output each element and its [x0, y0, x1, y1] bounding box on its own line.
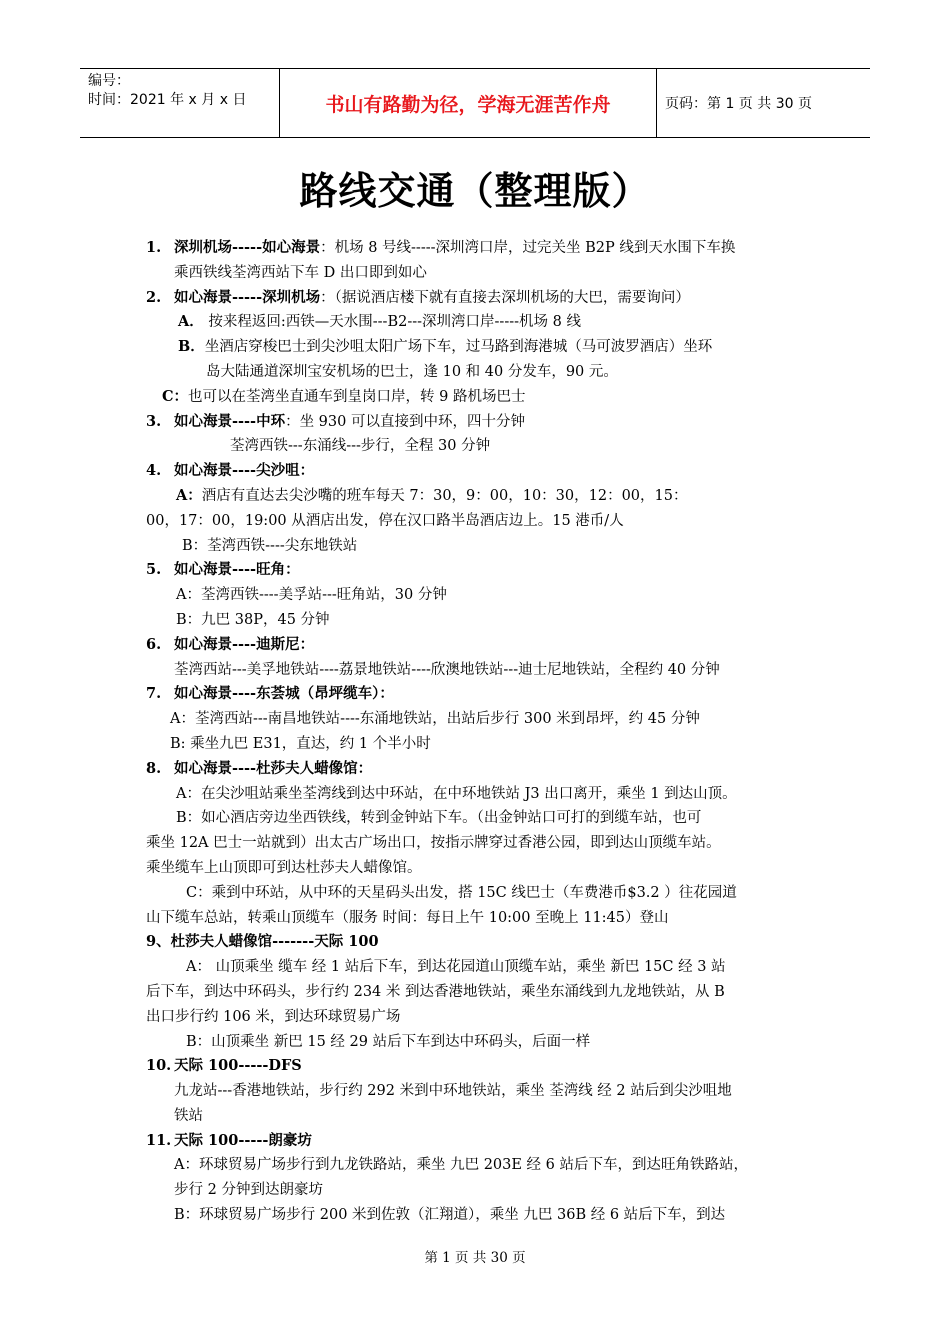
item-3-heading: 如心海景----中环	[174, 412, 286, 430]
item-5-option-b: B：九巴 38P，45 分钟	[176, 611, 330, 628]
item-6-line-1: 6. 如心海景----迪斯尼：	[146, 635, 315, 653]
item-11-option-a-cont: 步行 2 分钟到达朗豪坊	[174, 1182, 323, 1199]
item-4-line-1: 4. 如心海景----尖沙咀：	[146, 462, 315, 480]
item-9-option-a-cont-1: 后下车，到达中环码头，步行约 234 米 到达香港地铁站，乘坐东涌线到九龙地铁站，从 B	[146, 983, 725, 1000]
item-2-heading: 如心海景-----深圳机场	[174, 288, 321, 306]
page-header	[80, 68, 870, 138]
item-11-line-1: 11. 天际 100-----朗豪坊	[146, 1131, 312, 1149]
item-3-line-1: 3. 如心海景----中环：坐 930 可以直接到中环，四十分钟	[146, 412, 525, 430]
item-11-option-a: A：环球贸易广场步行到九龙铁路站，乘坐 九巴 203E 经 6 站后下车，到达旺角铁路站，	[174, 1157, 749, 1174]
item-7-line-1: 7. 如心海景----东荟城（昂坪缆车）：	[146, 685, 394, 703]
page-footer: 第 1 页 共 30 页	[424, 1250, 526, 1266]
item-10-heading: 天际 100-----DFS	[174, 1057, 302, 1075]
item-4-option-a: A：酒店有直达去尖沙嘴的班车每天 7：30，9：00，10：30，12：00，15：	[176, 486, 688, 504]
item-9-heading: 9、杜莎夫人蜡像馆-------天际 100	[146, 933, 379, 951]
item-8-option-b: B：如心酒店旁边坐西铁线，转到金钟站下车。（出金钟站口可打的到缆车站，也可	[176, 810, 702, 827]
item-2-option-b-cont: 岛大陆通道深圳宝安机场的巴士，逢 10 和 40 分发车，90 元。	[206, 363, 618, 380]
header-page-label: 页码：第 1 页 共 30 页	[665, 96, 812, 112]
item-10-line-1: 10. 天际 100-----DFS	[146, 1057, 302, 1075]
item-8-option-b-cont-1: 乘坐 12A 巴士一站就到）出太古广场出口，按指示牌穿过香港公园，即到达山顶缆车站。	[146, 835, 721, 852]
item-1-heading: 深圳机场-----如心海景	[174, 239, 321, 256]
item-8-heading: 如心海景----杜莎夫人蜡像馆	[174, 759, 358, 777]
document-body	[0, 236, 950, 1228]
item-4-heading: 如心海景----尖沙咀	[174, 462, 300, 480]
item-4-option-b: B：荃湾西铁----尖东地铁站	[182, 537, 358, 554]
item-2-option-c: C：也可以在荃湾坐直通车到皇岗口岸，转 9 路机场巴士	[162, 387, 526, 405]
item-5-line-1: 5. 如心海景----旺角：	[146, 561, 300, 579]
item-7-option-b: B: 乘坐九巴 E31，直达，约 1 个半小时	[170, 735, 431, 752]
item-2-line-1: 2. 如心海景-----深圳机场：（据说酒店楼下就有直接去深圳机场的大巴，需要询问）	[146, 288, 690, 306]
item-8-option-c-cont: 山下缆车总站，转乘山顶缆车（服务 时间：每日上午 10:00 至晚上 11:45）登山	[146, 909, 669, 926]
item-8-option-c: C：乘到中环站，从中环的天星码头出发，搭 15C 线巴士（车费港币$3.2 ）往花园道	[186, 884, 737, 901]
header-motto: 书山有路勤为径，学海无涯苦作舟	[280, 69, 657, 137]
item-8-option-a: A：在尖沙咀站乘坐荃湾线到达中环站，在中环地铁站 J3 出口离开，乘坐 1 到达山顶。	[176, 785, 737, 802]
item-6-heading: 如心海景----迪斯尼	[174, 635, 300, 653]
item-9-option-a: A： 山顶乘坐 缆车 经 1 站后下车，到达花园道山顶缆车站，乘坐 新巴 15C 经 3 站	[186, 959, 726, 976]
item-7-option-a: A：荃湾西站---南昌地铁站----东涌地铁站，出站后步行 300 米到昂坪，约 45 分钟	[170, 711, 700, 728]
item-10-line-2: 九龙站---香港地铁站，步行约 292 米到中环地铁站，乘坐 荃湾线 经 2 站后到尖沙咀地	[174, 1083, 732, 1100]
item-5-option-a: A：荃湾西铁----美孚站---旺角站，30 分钟	[176, 587, 447, 604]
header-meta	[80, 69, 280, 137]
item-2-option-b: B．坐酒店穿梭巴士到尖沙咀太阳广场下车，过马路到海港城（马可波罗酒店）坐环	[178, 338, 713, 356]
item-4-option-a-cont: 00，17：00，19:00 从酒店出发，停在汉口路半岛酒店边上。15 港币/人	[146, 512, 624, 529]
item-2-option-a: A． 按来程返回:西铁—天水围---B2---深圳湾口岸-----机场 8 线	[178, 313, 581, 331]
item-9-option-b: B：山顶乘坐 新巴 15 经 29 站后下车到达中环码头，后面一样	[186, 1033, 591, 1050]
item-1-line-1: 1. 深圳机场-----如心海景：机场 8 号线-----深圳湾口岸，过完关坐 B2P 线到天水围下车换	[146, 239, 736, 256]
item-6-line-2: 荃湾西站---美孚地铁站----荔景地铁站----欣澳地铁站---迪士尼地铁站，全程约 40 分钟	[174, 661, 720, 678]
item-8-option-b-cont-2: 乘坐缆车上山顶即可到达杜莎夫人蜡像馆。	[146, 859, 422, 876]
item-7-heading: 如心海景----东荟城（昂坪缆车）	[174, 685, 380, 703]
item-5-heading: 如心海景----旺角	[174, 561, 286, 579]
date-label: 时间：2021 年 x 月 x 日	[88, 92, 247, 108]
document-title: 路线交通（整理版）	[299, 169, 651, 213]
serial-label: 编号：	[88, 73, 130, 89]
item-10-line-3: 铁站	[174, 1107, 203, 1124]
item-11-option-b: B：环球贸易广场步行 200 米到佐敦（汇翔道），乘坐 九巴 36B 经 6 站后下车，到达	[174, 1207, 726, 1224]
item-11-heading: 天际 100-----朗豪坊	[174, 1131, 312, 1149]
item-9-option-a-cont-2: 出口步行约 106 米，到达环球贸易广场	[146, 1008, 401, 1025]
item-1-line-2: 乘西铁线荃湾西站下车 D 出口即到如心	[174, 264, 427, 281]
item-8-line-1: 8. 如心海景----杜莎夫人蜡像馆：	[146, 759, 373, 777]
item-3-line-2: 荃湾西铁---东涌线---步行，全程 30 分钟	[230, 438, 491, 455]
